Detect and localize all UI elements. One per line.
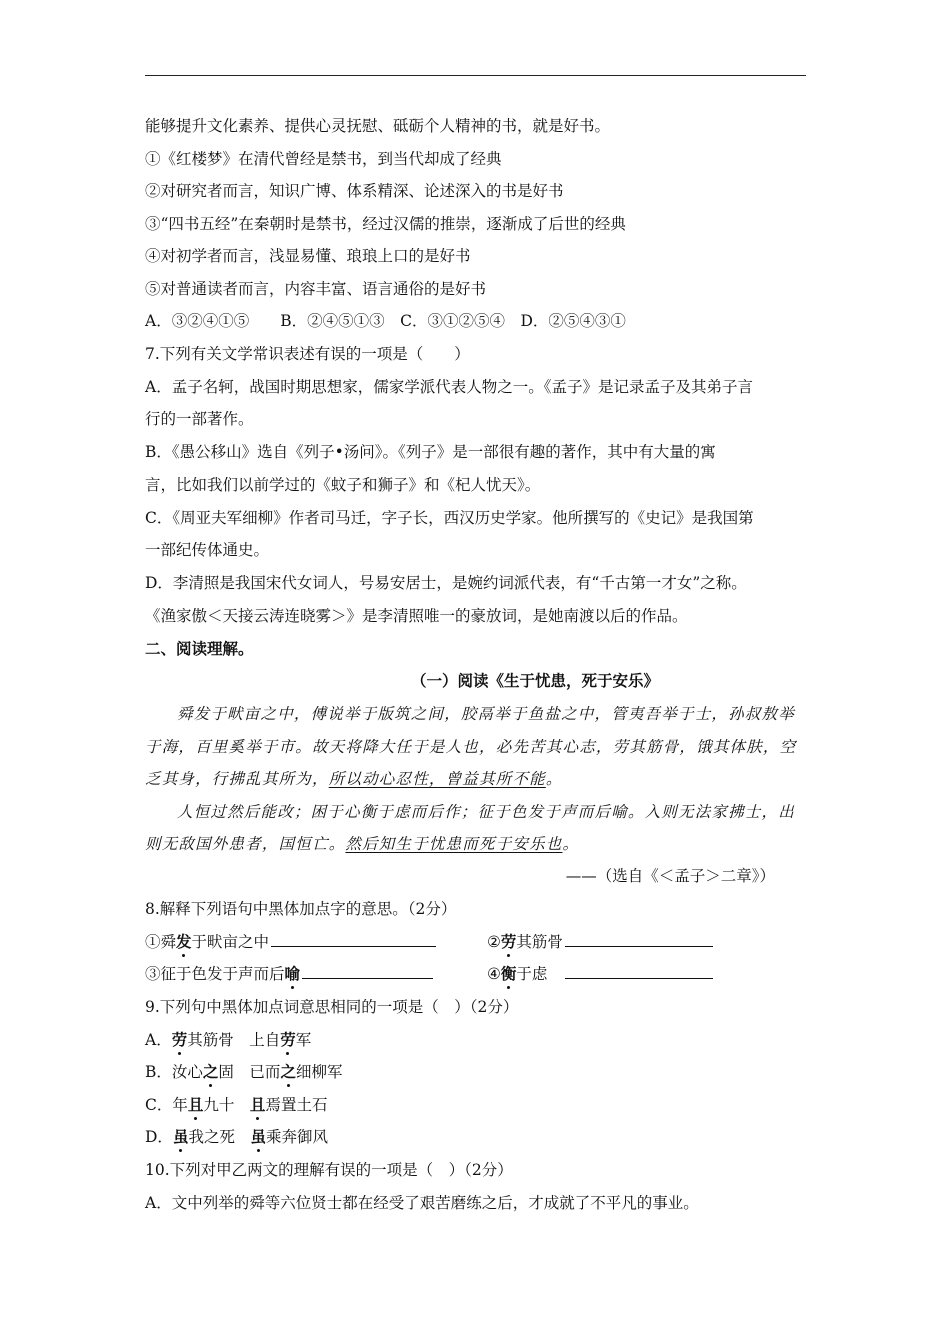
q8-item xyxy=(487,932,713,952)
q8-item xyxy=(145,932,436,952)
passage-title: （一）阅读《生于忧患，死于安乐》 xyxy=(410,671,659,690)
option-text: 年 xyxy=(172,1096,188,1114)
dotted-char: 喻 xyxy=(284,964,301,983)
q6-item: ④对初学者而言，浅显易懂、琅琅上口的是好书 xyxy=(145,247,471,265)
passage-text: 。 xyxy=(562,835,580,853)
q8-item-text: 于畎亩之中 xyxy=(191,933,270,951)
q8-stem: 8.解释下列语句中黑体加点字的意思。（2分） xyxy=(145,900,457,918)
q7-line: B．《愚公移山》选自《列子•汤问》。《列子》是一部很有趣的著作，其中有大量的寓 xyxy=(145,443,716,461)
dotted-char: 劳 xyxy=(280,1030,296,1049)
option-text: 固 已而 xyxy=(218,1063,281,1081)
passage-line: 于海，百里奚举于市。故天将降大任于是人也，必先苦其心志，劳其筋骨，饿其体肤，空 xyxy=(145,738,797,756)
option-label: B． xyxy=(145,1063,172,1081)
q8-item xyxy=(145,964,433,984)
dotted-char: 虽 xyxy=(250,1127,266,1146)
passage-text: 。 xyxy=(545,770,563,788)
underlined-sentence: 所以动心忍性，曾益其所不能 xyxy=(328,770,546,788)
dotted-char: 劳 xyxy=(500,932,517,951)
q8-item-text: 其筋骨 xyxy=(516,933,563,951)
q8-item-text: ③征于色发于声而后 xyxy=(145,965,285,983)
q9-stem: 9.下列句中黑体加点词意思相同的一项是（ ）（2分） xyxy=(145,998,519,1016)
q6-options: A．③②④①⑤ B．②④⑤①③ C．③①②⑤④ D．②⑤④③① xyxy=(145,312,626,330)
dotted-char: 之 xyxy=(280,1062,296,1081)
q8-item-text: ①舜 xyxy=(145,933,177,951)
q9-option[interactable] xyxy=(145,1062,342,1082)
option-label: C． xyxy=(145,1096,173,1114)
dotted-char: 劳 xyxy=(171,1030,188,1049)
answer-blank[interactable] xyxy=(302,964,433,979)
q9-option[interactable] xyxy=(145,1095,327,1115)
dotted-char: 发 xyxy=(176,932,192,951)
option-text: 汝心 xyxy=(171,1063,203,1081)
q7-line: 行的一部著作。 xyxy=(145,410,254,428)
option-text: 焉置土石 xyxy=(265,1096,328,1114)
q7-line: 《渔家傲＜天接云涛连晓雾＞》是李清照唯一的豪放词，是她南渡以后的作品。 xyxy=(145,607,688,625)
option-text: 其筋骨 上自 xyxy=(187,1031,281,1049)
option-text: 细柳军 xyxy=(295,1063,343,1081)
q7-line: 言，比如我们以前学过的《蚊子和狮子》和《杞人忧天》。 xyxy=(145,476,541,494)
dotted-char: 且 xyxy=(249,1095,266,1114)
option-text: 军 xyxy=(295,1031,312,1049)
q10-stem: 10.下列对甲乙两文的理解有误的一项是（ ）（2分） xyxy=(145,1161,513,1179)
q8-item-text: ② xyxy=(487,933,501,951)
q8-item xyxy=(487,964,713,984)
q9-option[interactable] xyxy=(145,1030,311,1050)
option-label: A． xyxy=(145,1031,172,1049)
underlined-sentence: 然后知生于忧患而死于安乐也 xyxy=(345,835,563,853)
q7-stem: 7.下列有关文学常识表述有误的一项是（ ） xyxy=(145,345,470,363)
q7-line: 一部纪传体通史。 xyxy=(145,541,270,559)
passage-line xyxy=(145,769,563,789)
q8-item-text: ④ xyxy=(487,965,501,983)
option-text: 乘奔御风 xyxy=(265,1128,328,1146)
dotted-char: 之 xyxy=(202,1062,219,1081)
answer-blank[interactable] xyxy=(565,932,713,947)
q6-item: ①《红楼梦》在清代曾经是禁书，到当代却成了经典 xyxy=(145,150,502,168)
section-title: 二、阅读理解。 xyxy=(145,639,254,658)
q9-option[interactable] xyxy=(145,1127,328,1147)
answer-blank[interactable] xyxy=(565,964,713,979)
option-label: D． xyxy=(145,1128,173,1146)
intro-line: 能够提升文化素养、提供心灵抚慰、砥砺个人精神的书，就是好书。 xyxy=(145,117,611,135)
passage-text: 乏其身，行拂乱其所为， xyxy=(145,770,329,788)
q7-line: C．《周亚夫军细柳》作者司马迁，字子长，西汉历史学家。他所撰写的《史记》是我国第 xyxy=(145,509,754,527)
q7-line: A．孟子名轲，战国时期思想家，儒家学派代表人物之一。《孟子》是记录孟子及其弟子言 xyxy=(145,378,753,396)
q6-item: ②对研究者而言，知识广博、体系精深、论述深入的书是好书 xyxy=(145,182,564,200)
passage-line: 舜发于畎亩之中，傅说举于版筑之间，胶鬲举于鱼盐之中，管夷吾举于士，孙叔敖举 xyxy=(177,705,795,723)
q6-item: ③“四书五经”在秦朝时是禁书，经过汉儒的推崇，逐渐成了后世的经典 xyxy=(145,215,626,233)
dotted-char: 衡 xyxy=(500,964,517,983)
passage-text: 则无敌国外患者，国恒亡。 xyxy=(145,835,346,853)
q7-line: D．李清照是我国宋代女词人，号易安居士，是婉约词派代表，有“千古第一才女”之称。 xyxy=(145,574,747,592)
header-rule xyxy=(145,75,806,76)
passage-line xyxy=(145,834,579,854)
passage-source: ——（选自《＜孟子＞二章》） xyxy=(565,867,775,885)
option-text: 我之死 xyxy=(188,1128,251,1146)
q10-option-a[interactable]: A．文中列举的舜等六位贤士都在经受了艰苦磨练之后，才成就了不平凡的事业。 xyxy=(145,1194,699,1212)
q6-item: ⑤对普通读者而言，内容丰富、语言通俗的是好书 xyxy=(145,280,487,298)
dotted-char: 虽 xyxy=(172,1127,189,1146)
answer-blank[interactable] xyxy=(271,932,436,947)
option-text: 九十 xyxy=(203,1096,250,1114)
dotted-char: 且 xyxy=(187,1095,204,1114)
passage-line: 人恒过然后能改；困于心衡于虑而后作；征于色发于声而后喻。入则无法家拂士，出 xyxy=(177,803,795,821)
q8-item-text: 于虑 xyxy=(516,965,563,983)
